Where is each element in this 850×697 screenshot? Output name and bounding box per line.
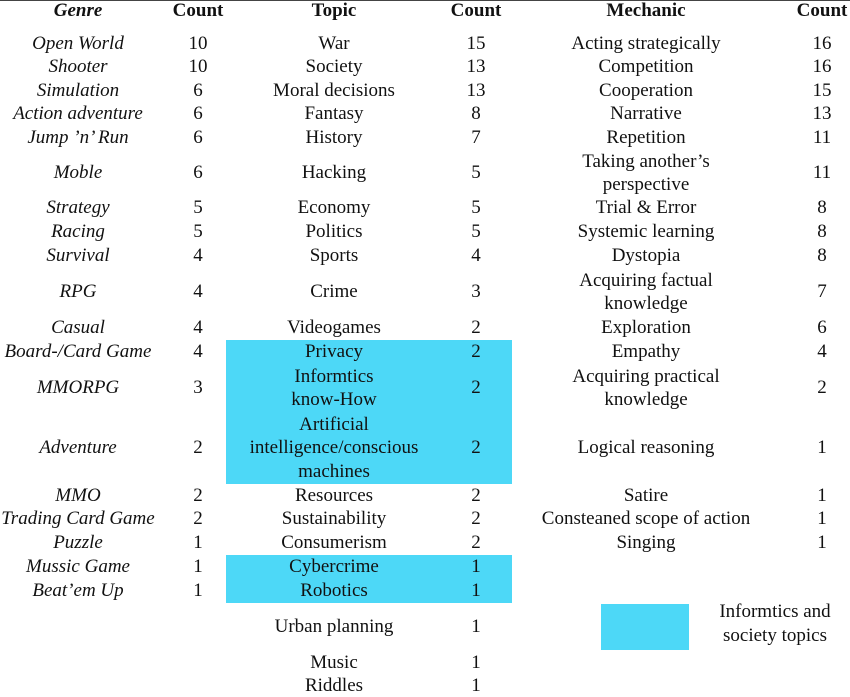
- genre-count: 3: [193, 377, 203, 399]
- topic-count: 2: [471, 484, 481, 506]
- topic-name: Crime: [310, 281, 358, 303]
- mechanic-count: 15: [812, 79, 832, 101]
- topic-count: 15: [466, 32, 486, 54]
- mechanic-name: Trial & Error: [595, 197, 697, 219]
- topic-count: 2: [471, 317, 481, 339]
- genre-name: MMO: [55, 484, 101, 506]
- mechanic-name: Taking another’s perspective: [582, 150, 710, 195]
- topic-count: 13: [466, 56, 486, 78]
- genre-count: 2: [193, 437, 203, 459]
- topic-count: 1: [471, 556, 481, 578]
- genre-count: 6: [193, 162, 203, 184]
- topic-name: Artificial intelligence/conscious machines: [249, 413, 419, 482]
- topic-name: Sports: [309, 245, 359, 267]
- mechanic-name: Acquiring practical knowledge: [572, 365, 720, 410]
- genre-name: Casual: [51, 317, 105, 339]
- mechanic-count: 1: [817, 437, 827, 459]
- legend-swatch: [601, 604, 689, 650]
- header-genre-count: Count: [172, 0, 224, 22]
- topic-count: 2: [471, 508, 481, 530]
- genre-count: 2: [193, 508, 203, 530]
- genre-name: Simulation: [36, 79, 120, 101]
- genre-name: Trading Card Game: [1, 508, 155, 530]
- mechanic-name: Logical reasoning: [577, 437, 715, 459]
- genre-count: 4: [193, 341, 203, 363]
- topic-name: Politics: [305, 221, 363, 243]
- topic-count: 5: [471, 221, 481, 243]
- topic-count: 4: [471, 245, 481, 267]
- genre-name: Board-/Card Game: [4, 341, 152, 363]
- topic-count: 7: [471, 127, 481, 149]
- genre-count: 6: [193, 79, 203, 101]
- topic-name: Robotics: [300, 580, 368, 602]
- mechanic-name: Systemic learning: [577, 221, 715, 243]
- topic-count: 1: [471, 674, 481, 696]
- topic-count: 2: [471, 437, 481, 459]
- header-mechanic-count: Count: [796, 0, 848, 22]
- topic-name: Cybercrime: [289, 556, 379, 578]
- topic-count: 3: [471, 281, 481, 303]
- mechanic-count: 8: [817, 197, 827, 219]
- topic-count: 2: [471, 532, 481, 554]
- topic-name: Resources: [294, 484, 374, 506]
- mechanic-count: 13: [812, 103, 832, 125]
- genre-count: 1: [193, 532, 203, 554]
- genre-name: Jump ’n’ Run: [27, 127, 129, 149]
- topic-name: Videogames: [287, 317, 381, 339]
- topic-count: 5: [471, 162, 481, 184]
- genre-count: 5: [193, 197, 203, 219]
- topic-count: 2: [471, 377, 481, 399]
- mechanic-count: 7: [817, 281, 827, 303]
- genre-count: 10: [188, 56, 208, 78]
- topic-count: 1: [471, 616, 481, 638]
- topic-count: 1: [471, 580, 481, 602]
- genre-count: 1: [193, 556, 203, 578]
- genre-name: Beat’em Up: [32, 580, 124, 602]
- topic-name: Society: [305, 56, 363, 78]
- topic-name: Informtics know-How: [291, 365, 377, 410]
- topic-count: 5: [471, 197, 481, 219]
- topic-name: Riddles: [304, 674, 364, 696]
- genre-count: 6: [193, 103, 203, 125]
- header-mechanic: Mechanic: [606, 0, 686, 22]
- topic-name: Urban planning: [274, 616, 394, 638]
- genre-name: Action adventure: [13, 103, 143, 125]
- genre-count: 10: [188, 32, 208, 54]
- mechanic-name: Empathy: [611, 341, 681, 363]
- topic-name: Privacy: [304, 341, 364, 363]
- mechanic-name: Dystopia: [611, 245, 681, 267]
- topic-name: Fantasy: [304, 103, 364, 125]
- topic-name: Moral decisions: [273, 79, 395, 101]
- topic-name: Economy: [297, 197, 371, 219]
- mechanic-count: 4: [817, 341, 827, 363]
- genre-name: Shooter: [48, 56, 108, 78]
- topic-count: 13: [466, 79, 486, 101]
- header-genre: Genre: [53, 0, 103, 22]
- genre-name: Puzzle: [53, 532, 103, 554]
- genre-name: Strategy: [46, 197, 110, 219]
- mechanic-count: 16: [812, 56, 832, 78]
- topic-count: 8: [471, 103, 481, 125]
- mechanic-name: Exploration: [601, 317, 691, 339]
- topic-count: 2: [471, 341, 481, 363]
- mechanic-count: 8: [817, 221, 827, 243]
- header-topic: Topic: [311, 0, 357, 22]
- mechanic-count: 1: [817, 532, 827, 554]
- mechanic-count: 1: [817, 508, 827, 530]
- topic-name: Sustainability: [281, 508, 387, 530]
- header-topic-count: Count: [450, 0, 502, 22]
- genre-count: 4: [193, 281, 203, 303]
- mechanic-name: Cooperation: [599, 79, 693, 101]
- genre-name: Survival: [46, 245, 110, 267]
- topic-name: Hacking: [301, 162, 367, 184]
- mechanic-name: Consteaned scope of action: [541, 508, 751, 530]
- mechanic-count: 8: [817, 245, 827, 267]
- mechanic-count: 11: [812, 127, 832, 149]
- legend-label: Informtics and society topics: [719, 601, 831, 646]
- topic-name: Consumerism: [281, 532, 387, 554]
- genre-count: 6: [193, 127, 203, 149]
- mechanic-name: Repetition: [606, 127, 686, 149]
- genre-name: MMORPG: [36, 377, 120, 399]
- genre-count: 5: [193, 221, 203, 243]
- mechanic-name: Narrative: [610, 103, 682, 125]
- topic-name: History: [305, 127, 363, 149]
- mechanic-count: 6: [817, 317, 827, 339]
- topic-count: 1: [471, 651, 481, 673]
- genre-count: 4: [193, 245, 203, 267]
- genre-name: Mussic Game: [26, 556, 130, 578]
- genre-name: RPG: [59, 281, 97, 303]
- mechanic-name: Acquiring factual knowledge: [579, 269, 713, 314]
- topic-name: Music: [310, 651, 358, 673]
- topic-name: War: [318, 32, 350, 54]
- genre-count: 1: [193, 580, 203, 602]
- mechanic-count: 16: [812, 32, 832, 54]
- genre-name: Adventure: [39, 437, 117, 459]
- mechanic-count: 11: [812, 162, 832, 184]
- genre-name: Open World: [32, 32, 124, 54]
- mechanic-name: Singing: [616, 532, 676, 554]
- genre-count: 4: [193, 317, 203, 339]
- mechanic-count: 1: [817, 484, 827, 506]
- mechanic-name: Competition: [598, 56, 694, 78]
- genre-count: 2: [193, 484, 203, 506]
- mechanic-count: 2: [817, 377, 827, 399]
- mechanic-name: Satire: [623, 484, 669, 506]
- genre-name: Racing: [51, 221, 105, 243]
- genre-name: Moble: [53, 162, 103, 184]
- mechanic-name: Acting strategically: [571, 32, 721, 54]
